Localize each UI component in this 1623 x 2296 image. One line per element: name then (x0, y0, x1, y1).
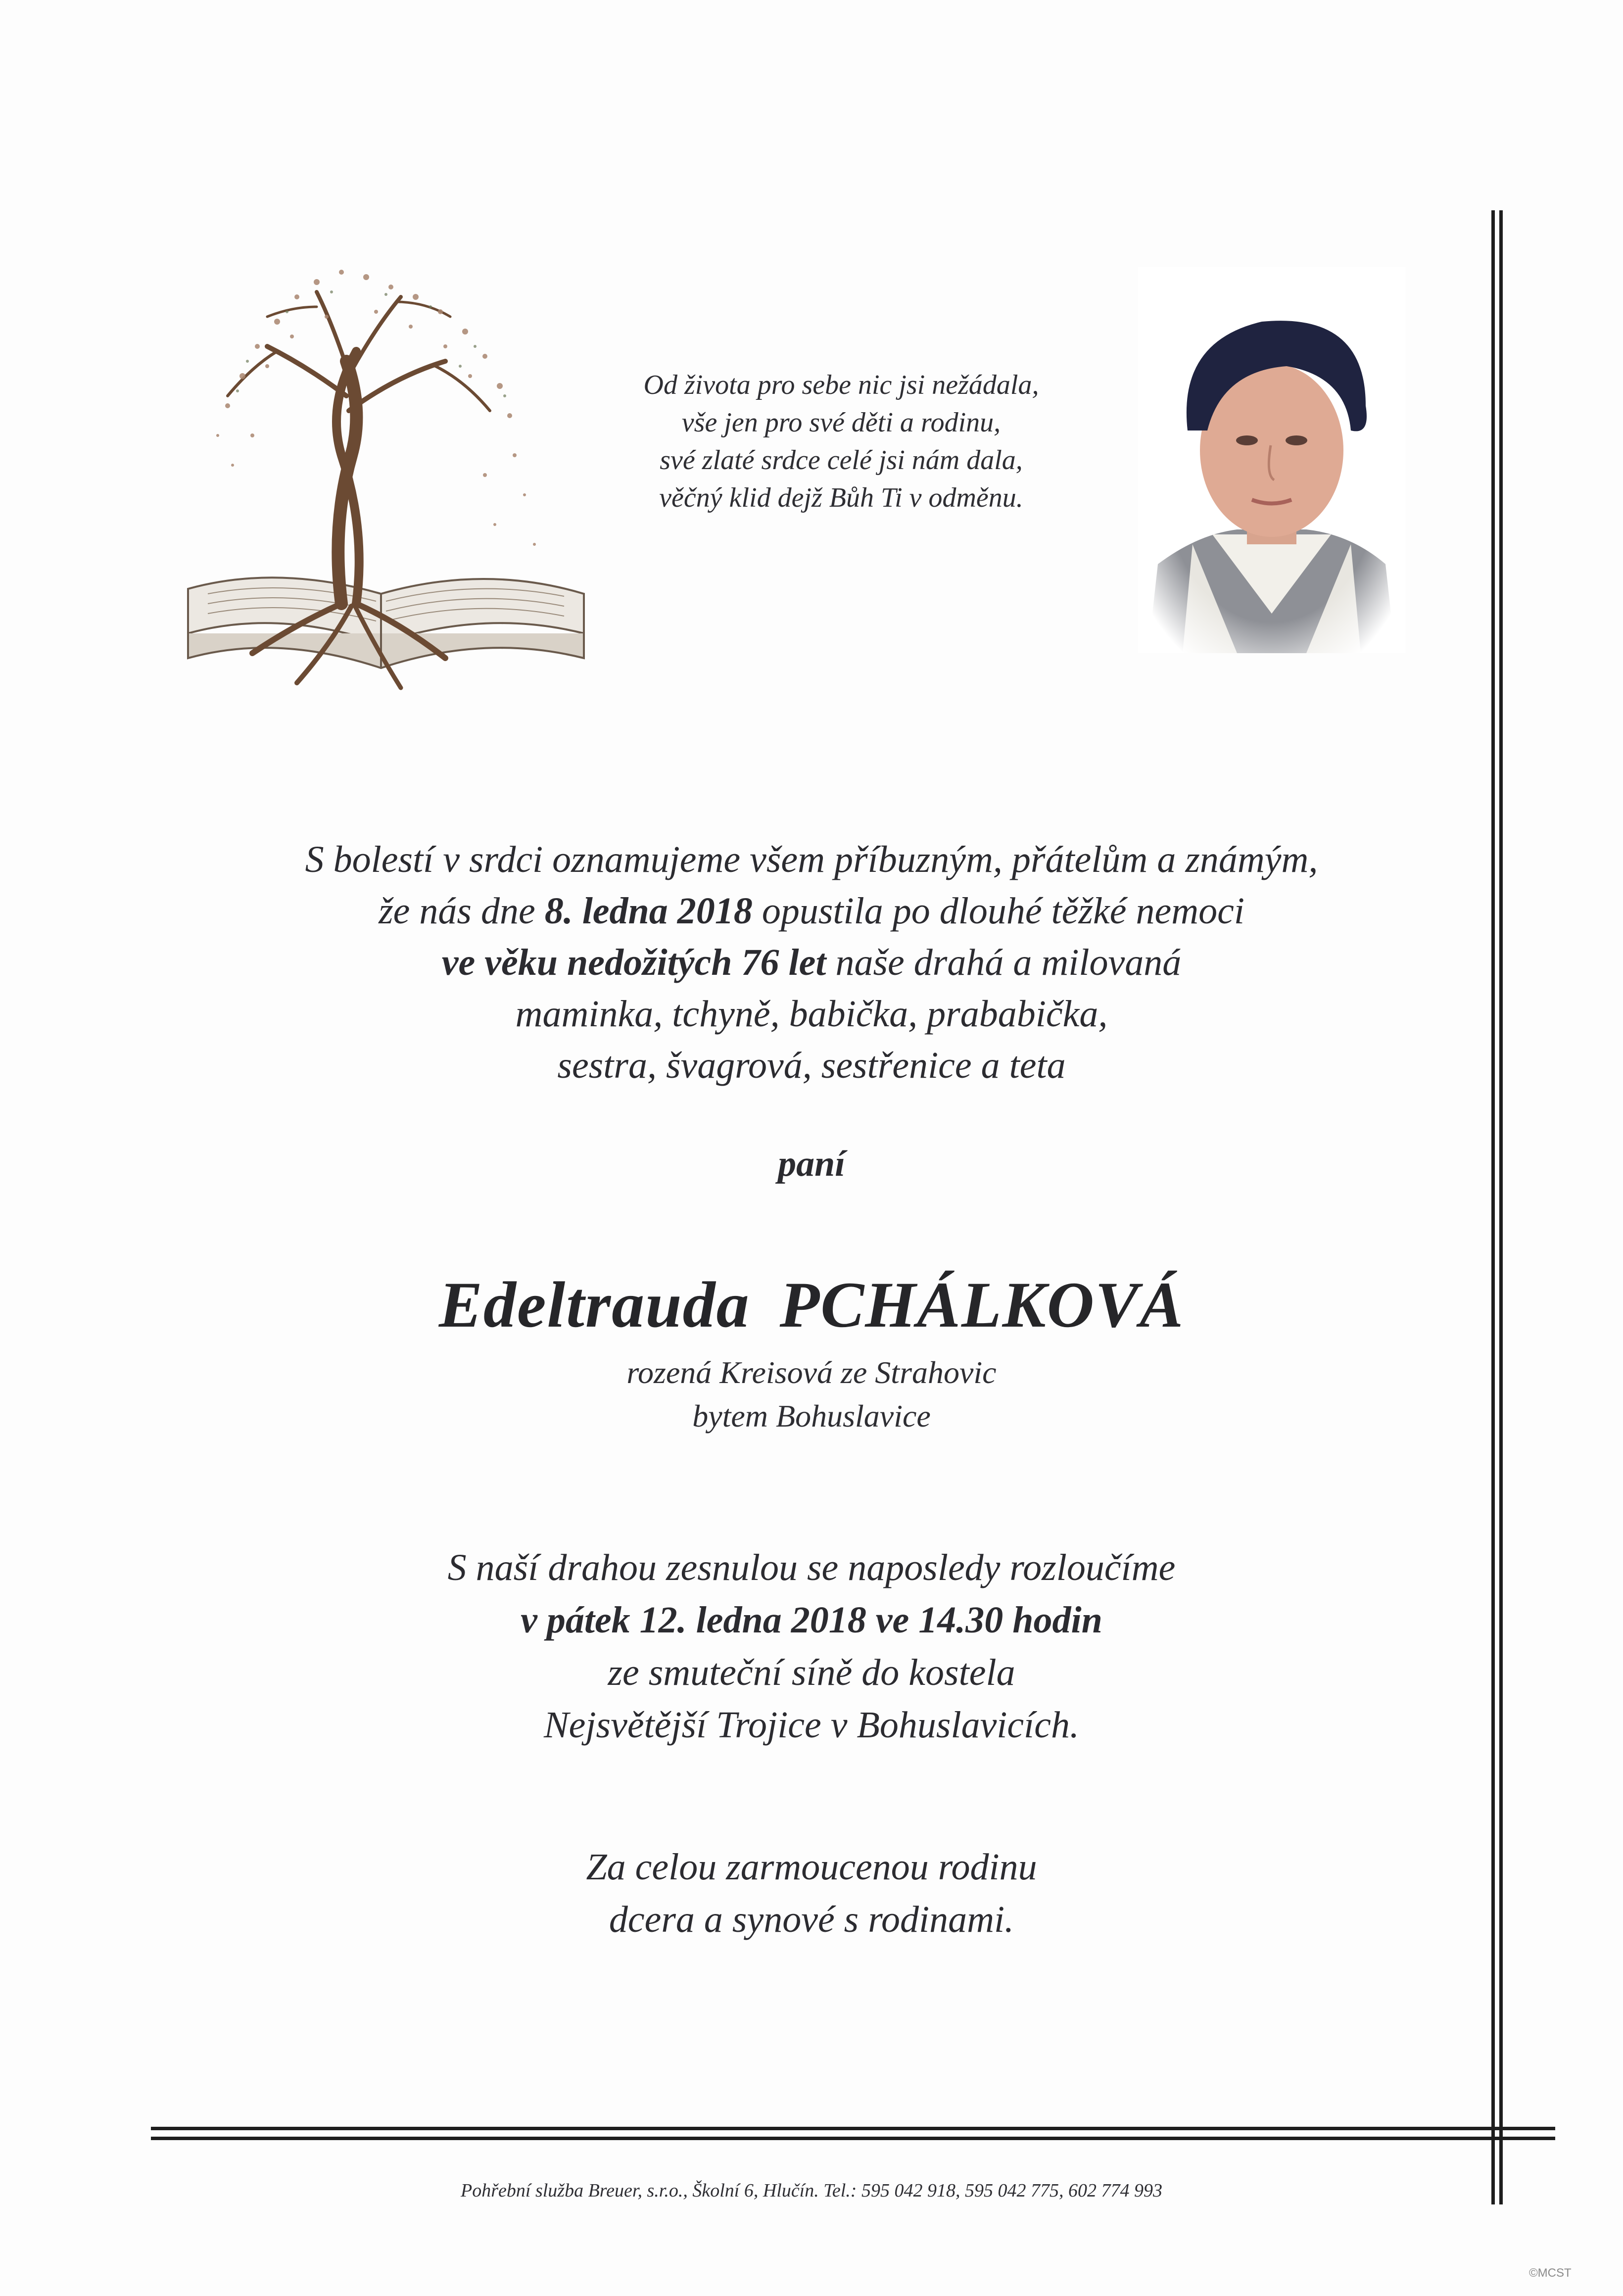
salutation: paní (778, 1144, 845, 1184)
deceased-name (168, 1267, 1455, 1342)
funeral-church: Nejsvětější Trojice v Bohuslavicích. (543, 1704, 1080, 1746)
age-at-death: ve věku nedožitých 76 let (441, 942, 826, 983)
announcement-line-3 (168, 937, 1455, 988)
poem-line: vše jen pro své děti a rodinu, (681, 407, 1001, 438)
open-book-icon (188, 577, 584, 668)
announcement-line-5: sestra, švagrová, sestřenice a teta (557, 1045, 1066, 1086)
signoff-line-2: dcera a synové s rodinami. (609, 1899, 1014, 1940)
residence: bytem Bohuslavice (692, 1398, 931, 1434)
tree-on-book-illustration (168, 247, 604, 703)
announcement-line-2 (168, 885, 1455, 937)
watermark: ©MCST (1529, 2266, 1572, 2280)
deceased-surname: PCHÁLKOVÁ (779, 1268, 1185, 1341)
announcement-text: opustila po dlouhé těžké nemoci (752, 890, 1244, 932)
farewell-line-3: ze smuteční síně do kostela (608, 1652, 1015, 1693)
announcement-text: naše drahá a milovaná (826, 942, 1182, 983)
death-announcement (168, 834, 1455, 1091)
family-signoff (168, 1841, 1455, 1946)
funeral-service-footer: Pohřební služba Breuer, s.r.o., Školní 6, Hlučín. Tel.: 595 042 918, 595 042 775, 602 774 993 (461, 2180, 1162, 2201)
bottom-border-lower (151, 2137, 1555, 2140)
funeral-details (168, 1541, 1455, 1751)
poem-line: Od života pro sebe nic jsi nežádala, (643, 370, 1039, 400)
farewell-line-1: S naší drahou zesnulou se naposledy rozloučíme (447, 1547, 1176, 1588)
right-border-outer (1491, 210, 1495, 2204)
announcement-line-4: maminka, tchyně, babička, prababička, (515, 993, 1108, 1035)
portrait-photo (1138, 267, 1405, 653)
poem-line: věčný klid dejž Bůh Ti v odměnu. (659, 482, 1023, 513)
memorial-poem (569, 366, 1113, 517)
death-date: 8. ledna 2018 (544, 890, 753, 932)
bottom-border-upper (151, 2127, 1555, 2130)
poem-line: své zlaté srdce celé jsi nám dala, (660, 445, 1023, 476)
deceased-first-name: Edeltrauda (438, 1268, 750, 1341)
funeral-date-time: v pátek 12. ledna 2018 ve 14.30 hodin (521, 1599, 1102, 1641)
right-border-inner (1499, 210, 1503, 2204)
deceased-details (168, 1351, 1455, 1438)
announcement-text: že nás dne (379, 890, 545, 932)
maiden-name: rozená Kreisová ze Strahovic (626, 1355, 997, 1390)
announcement-line-1: S bolestí v srdci oznamujeme všem příbuzným, přátelům a známým, (305, 839, 1318, 880)
signoff-line-1: Za celou zarmoucenou rodinu (586, 1846, 1037, 1888)
